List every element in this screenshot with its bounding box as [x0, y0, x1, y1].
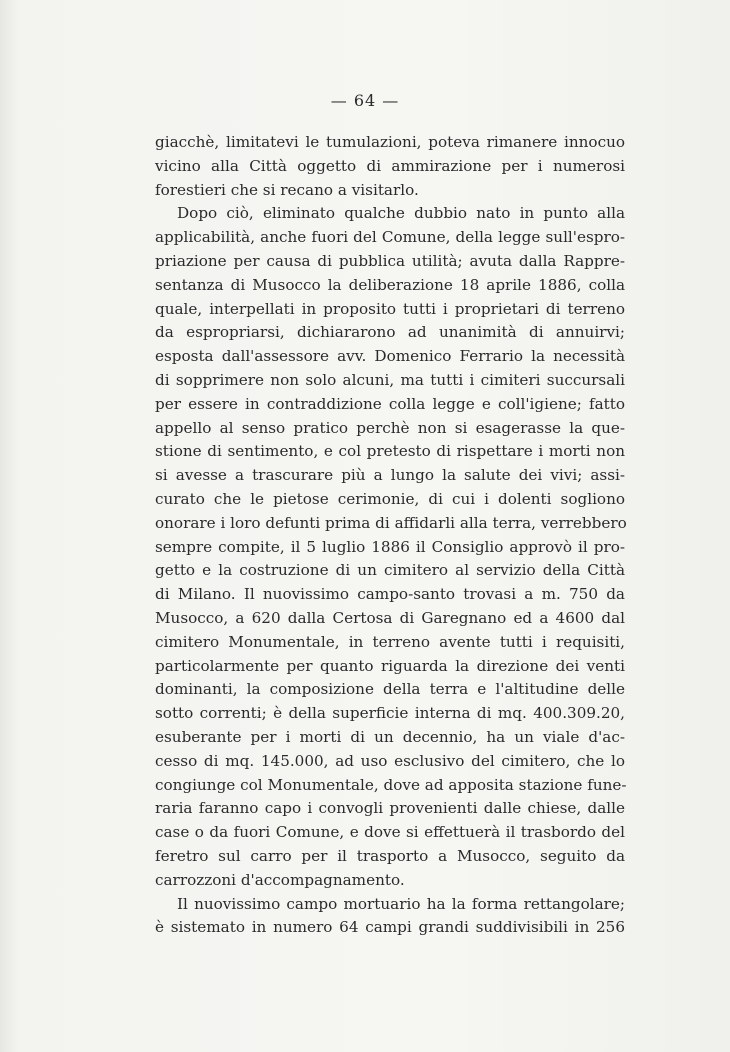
- text-line: vicino alla Città oggetto di ammirazione per i numerosi: [155, 156, 625, 175]
- text-line: di sopprimere non solo alcuni, ma tutti i cimiteri succursali: [155, 370, 625, 389]
- text-line: si avesse a trascurare più a lungo la salute dei vivi; assi-: [155, 466, 625, 485]
- text-line: cesso di mq. 145.000, ad uso esclusivo del cimitero, che lo: [155, 751, 625, 770]
- text-line: esuberante per i morti di un decennio, ha un viale d'ac-: [155, 727, 625, 746]
- text-line: Musocco, a 620 dalla Certosa di Garegnano ed a 4600 dal: [155, 608, 625, 627]
- text-line: forestieri che si recano a visitarlo.: [155, 180, 419, 199]
- paragraph-start-line: Il nuovissimo campo mortuario ha la forma rettangolare;: [177, 894, 625, 913]
- text-line: congiunge col Monumentale, dove ad apposita stazione fune-: [155, 775, 627, 794]
- text-line: giacchè, limitatevi le tumulazioni, poteva rimanere innocuo: [155, 133, 625, 151]
- text-line: feretro sul carro per il trasporto a Musocco, seguito da: [155, 846, 625, 865]
- text-line: carrozzoni d'accompagnamento.: [155, 870, 405, 889]
- text-line: da espropriarsi, dichiararono ad unanimità di annuirvi;: [155, 323, 625, 342]
- text-line: sempre compite, il 5 luglio 1886 il Consiglio approvò il pro-: [155, 537, 625, 556]
- text-line: raria faranno capo i convogli provenienti dalle chiese, dalle: [155, 799, 625, 818]
- text-line: appello al senso pratico perchè non si esagerasse la que-: [155, 418, 625, 437]
- paragraph-start-line: Dopo ciò, eliminato qualche dubbio nato in punto alla: [177, 204, 625, 223]
- text-line: getto e la costruzione di un cimitero al servizio della Città: [155, 561, 625, 580]
- text-line: cimitero Monumentale, in terreno avente tutti i requisiti,: [155, 632, 625, 651]
- text-line: case o da fuori Comune, e dove si effettuerà il trasbordo del: [155, 823, 625, 842]
- text-line: dominanti, la composizione della terra e l'altitudine delle: [155, 680, 625, 699]
- text-line: quale, interpellati in proposito tutti i proprietari di terreno: [155, 299, 625, 318]
- text-line: particolarmente per quanto riguarda la direzione dei venti: [155, 656, 625, 675]
- text-line: per essere in contraddizione colla legge e coll'igiene; fatto: [155, 394, 625, 413]
- text-line: curato che le pietose cerimonie, di cui i dolenti sogliono: [155, 489, 625, 508]
- text-line: è sistemato in numero 64 campi grandi suddivisibili in 256: [155, 918, 625, 937]
- body-text: [155, 131, 625, 940]
- text-line: sentanza di Musocco la deliberazione 18 aprile 1886, colla: [155, 275, 625, 294]
- text-line: esposta dall'assessore avv. Domenico Ferrario la necessità: [155, 347, 625, 366]
- text-line: di Milano. Il nuovissimo campo-santo trovasi a m. 750 da: [155, 585, 625, 604]
- text-line: priazione per causa di pubblica utilità; avuta dalla Rappre-: [155, 251, 625, 270]
- text-line: applicabilità, anche fuori del Comune, della legge sull'espro-: [155, 228, 625, 247]
- page-number: — 64 —: [330, 91, 400, 110]
- text-line: stione di sentimento, e col pretesto di rispettare i morti non: [155, 442, 625, 461]
- text-line: sotto correnti; è della superficie interna di mq. 400.309.20,: [155, 704, 625, 723]
- text-line: onorare i loro defunti prima di affidarli alla terra, verrebbero: [155, 513, 627, 532]
